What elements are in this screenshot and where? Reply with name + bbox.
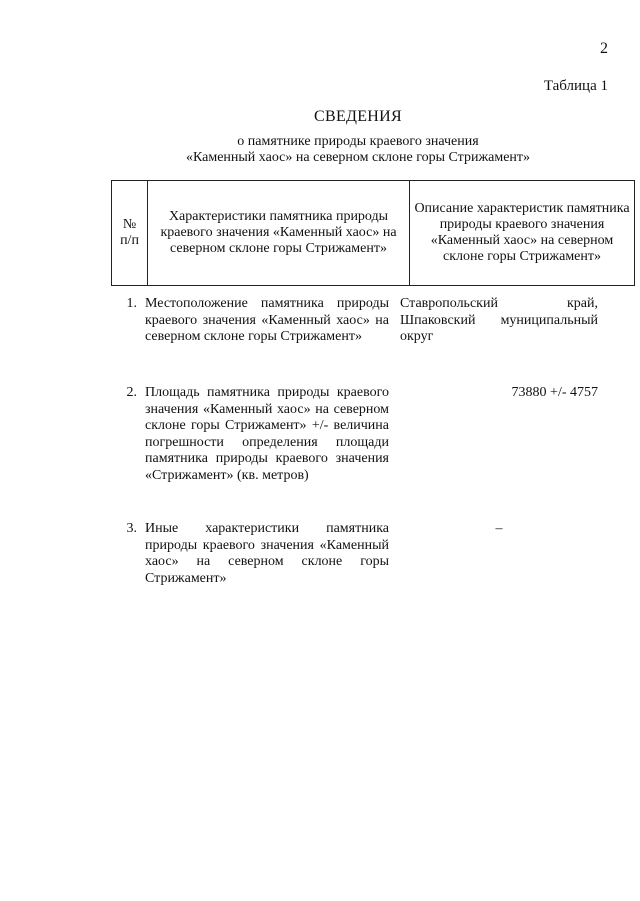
row-description: – bbox=[495, 521, 503, 536]
document-title: СВЕДЕНИЯ bbox=[314, 108, 402, 125]
table-header-row bbox=[112, 181, 635, 286]
row-description: Ставропольский край, Шпаковский муниципальный округ bbox=[400, 296, 598, 345]
subtitle-line-2: «Каменный хаос» на северном склоне горы Стрижамент» bbox=[185, 150, 531, 165]
row-number: 3. bbox=[126, 521, 137, 536]
header-number: № п/п bbox=[112, 181, 148, 286]
table-label: Таблица 1 bbox=[543, 78, 608, 94]
header-description: Описание характеристик памятника природы краевого значения «Каменный хаос» на северном склоне горы Стрижамент» bbox=[410, 181, 635, 286]
row-characteristic: Иные характеристики памятника природы краевого значения «Каменный хаос» на северном склоне горы Стрижамент» bbox=[145, 521, 389, 586]
subtitle-line-1: о памятнике природы краевого значения bbox=[237, 134, 479, 149]
document-subtitle bbox=[0, 134, 640, 166]
row-characteristic: Местоположение памятника природы краевого значения «Каменный хаос» на северном склоне горы Стрижамент» bbox=[145, 296, 389, 345]
row-number: 2. bbox=[126, 385, 137, 400]
page-number: 2 bbox=[600, 40, 608, 57]
row-number: 1. bbox=[126, 296, 137, 311]
table-header bbox=[111, 180, 635, 286]
header-characteristic: Характеристики памятника природы краевого значения «Каменный хаос» на северном склоне горы Стрижамент» bbox=[148, 181, 410, 286]
row-description: 73880 +/- 4757 bbox=[511, 385, 598, 400]
row-characteristic: Площадь памятника природы краевого значения «Каменный хаос» на северном склоне горы Стрижамент» +/- величина погрешности определения площади памятника природы краевого значения «Стрижамент» (кв. метров) bbox=[145, 385, 389, 483]
